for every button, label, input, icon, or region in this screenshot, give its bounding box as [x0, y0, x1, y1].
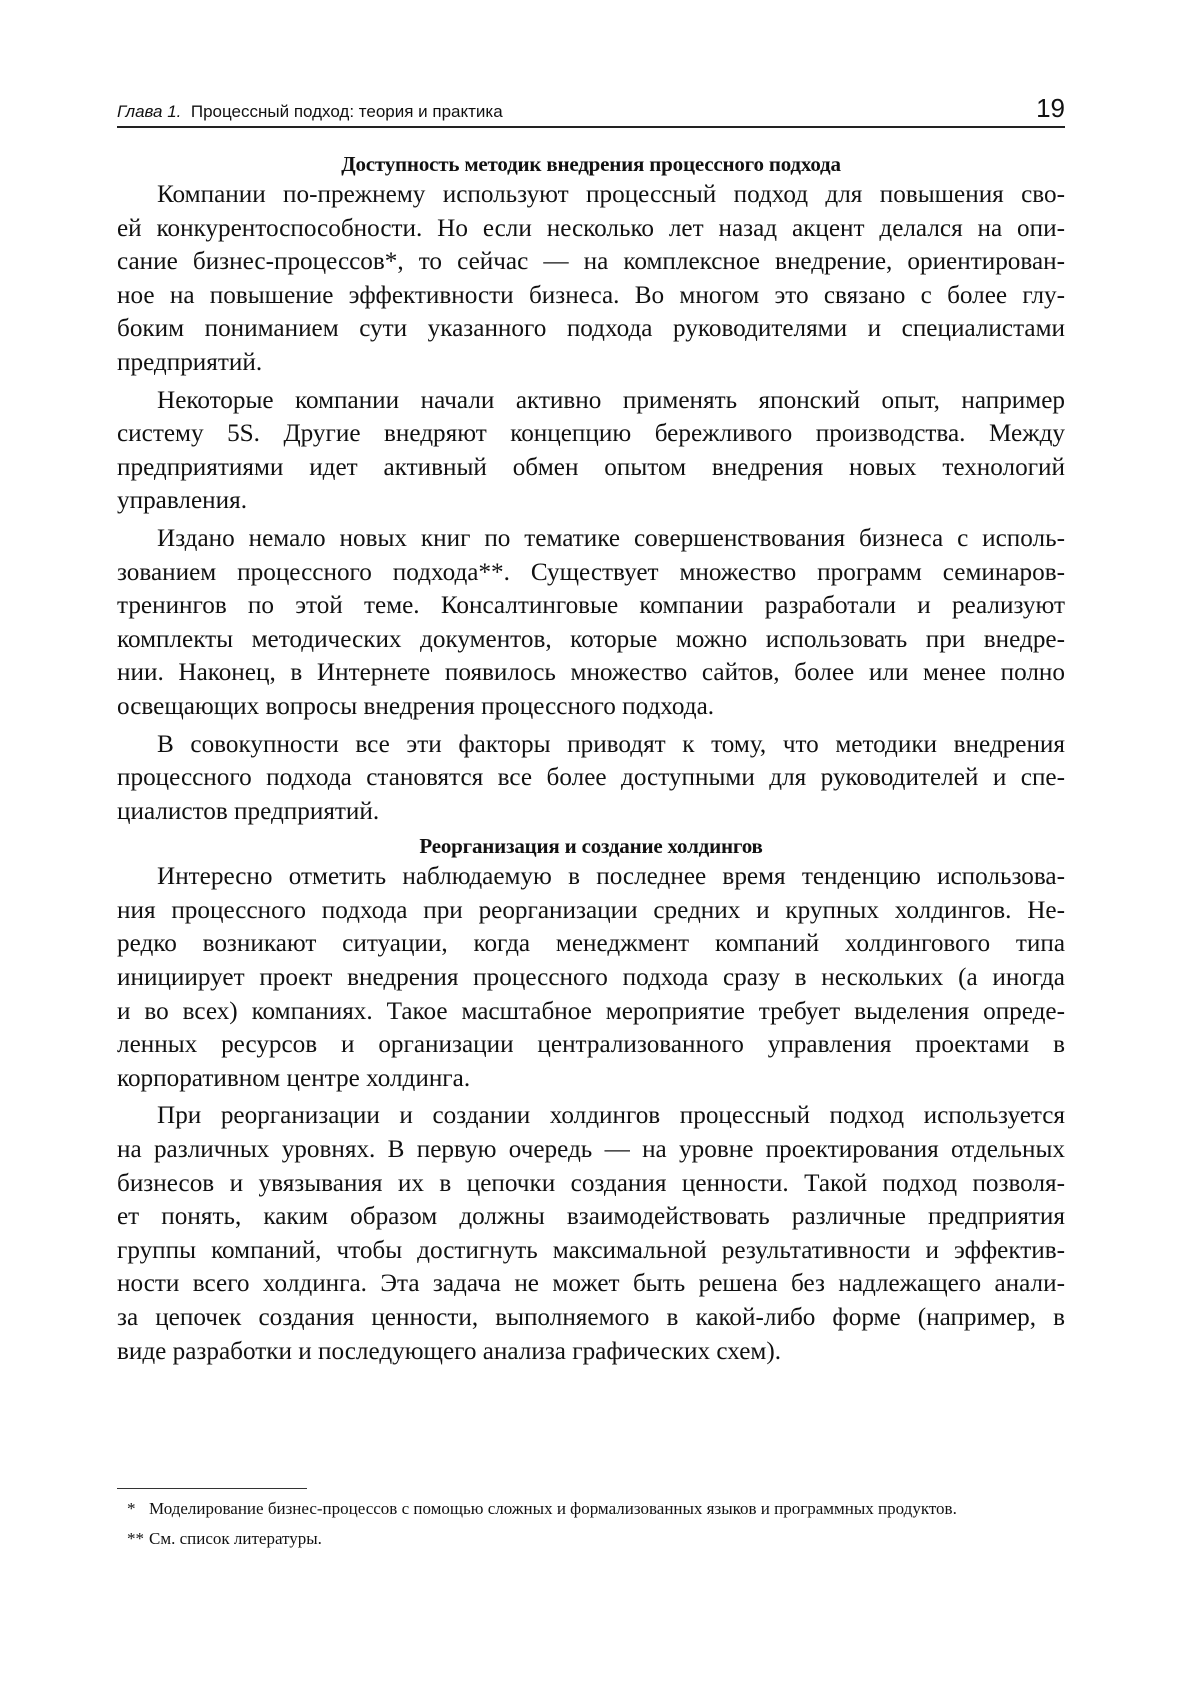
text-line: на различных уровнях. В первую очередь — на уровне проектирования отдельных [117, 1136, 1065, 1164]
section-title-availability: Доступность методик внедрения процессного подхода [341, 152, 841, 176]
text-line: Интересно отметить наблюдаемую в последнее время тенденцию использова- [157, 863, 1065, 891]
text-line: комплекты методических документов, которые можно использовать при внедре- [117, 625, 1065, 653]
chapter-label: Глава 1. [117, 102, 182, 121]
paragraph [117, 860, 1065, 1095]
text-line: управления. [117, 487, 247, 515]
section-title-reorganization: Реорганизация и создание холдингов [419, 834, 763, 859]
text-line: тренингов по этой теме. Консалтинговые компании разработали и реализуют [117, 592, 1065, 620]
text-line: инициирует проект внедрения процессного подхода сразу в нескольких (а иногда [117, 964, 1065, 992]
text-line: Компании по-прежнему используют процессный подход для повышения сво- [157, 181, 1065, 208]
text-line: В совокупности все эти факторы приводят к тому, что методики внедрения [157, 730, 1065, 758]
text-line: ное на повышение эффективности бизнеса. Во многом это связано с более глу- [117, 281, 1065, 309]
footnote [117, 1497, 1065, 1521]
paragraph [117, 384, 1065, 518]
page-number: 19 [1036, 93, 1065, 123]
paragraph [117, 728, 1065, 829]
footnote-rule [117, 1488, 307, 1489]
text-line: Некоторые компании начали активно применять японский опыт, например [157, 386, 1065, 414]
text-line: сание бизнес-процессов*, то сейчас — на комплексное внедрение, ориентирован- [117, 248, 1065, 276]
paragraph [117, 522, 1065, 724]
footnotes [117, 1488, 1065, 1557]
text-line: боким пониманием сути указанного подхода руководителями и специалистами [117, 315, 1065, 343]
paragraph [117, 1099, 1065, 1368]
chapter-heading [117, 102, 503, 122]
text-line: предприятиями идет активный обмен опытом внедрения новых технологий [117, 453, 1065, 481]
text-line: Издано немало новых книг по тематике совершенствования бизнеса с исполь- [157, 524, 1065, 552]
footnote-text: См. список литературы. [149, 1529, 322, 1548]
footnote-mark: ** [127, 1529, 144, 1548]
footnote-text: Моделирование бизнес-процессов с помощью сложных и формализованных языков и программных продуктов. [149, 1499, 957, 1518]
text-line: зованием процессного подхода**. Существует множество программ семинаров- [117, 558, 1065, 586]
footnote-mark: * [127, 1499, 136, 1518]
text-line: освещающих вопросы внедрения процессного подхода. [117, 692, 715, 720]
text-line: за цепочек создания ценности, выполняемого в какой-либо форме (например, в [117, 1304, 1065, 1331]
running-head [117, 93, 1065, 128]
text-line: группы компаний, чтобы достигнуть максимальной результативности и эффектив- [117, 1236, 1065, 1264]
text-line: циалистов предприятий. [117, 797, 380, 825]
text-line: и во всех) компаниях. Такое масштабное мероприятие требует выделения опреде- [117, 997, 1065, 1025]
text-line: нии. Наконец, в Интернете появилось множество сайтов, более или менее полно [117, 659, 1065, 687]
footnote [117, 1527, 1065, 1551]
text-line: предприятий. [117, 348, 263, 376]
text-line: систему 5S. Другие внедряют концепцию бережливого производства. Между [117, 420, 1065, 448]
text-line: редко возникают ситуации, когда менеджмент компаний холдингового типа [117, 930, 1065, 958]
text-line: ности всего холдинга. Эта задача не может быть решена без надлежащего анали- [117, 1270, 1065, 1298]
text-line: виде разработки и последующего анализа графических схем). [117, 1337, 782, 1365]
page-body [117, 150, 1065, 1372]
text-line: ния процессного подхода при реорганизации средних и крупных холдингов. Не- [117, 896, 1065, 924]
text-line: бизнесов и увязывания их в цепочки создания ценности. Такой подход позволя- [117, 1169, 1065, 1197]
text-line: ей конкурентоспособности. Но если несколько лет назад акцент делался на опи- [117, 214, 1065, 242]
text-line: ет понять, каким образом должны взаимодействовать различные предприятия [117, 1203, 1065, 1231]
text-line: процессного подхода становятся все более доступными для руководителей и спе- [117, 764, 1065, 792]
text-line: При реорганизации и создании холдингов процессный подход используется [157, 1102, 1065, 1130]
text-line: ленных ресурсов и организации централизованного управления проектами в [117, 1031, 1065, 1059]
chapter-title: Процессный подход: теория и практика [190, 102, 503, 121]
paragraph [117, 178, 1065, 380]
text-line: корпоративном центре холдинга. [117, 1064, 471, 1092]
